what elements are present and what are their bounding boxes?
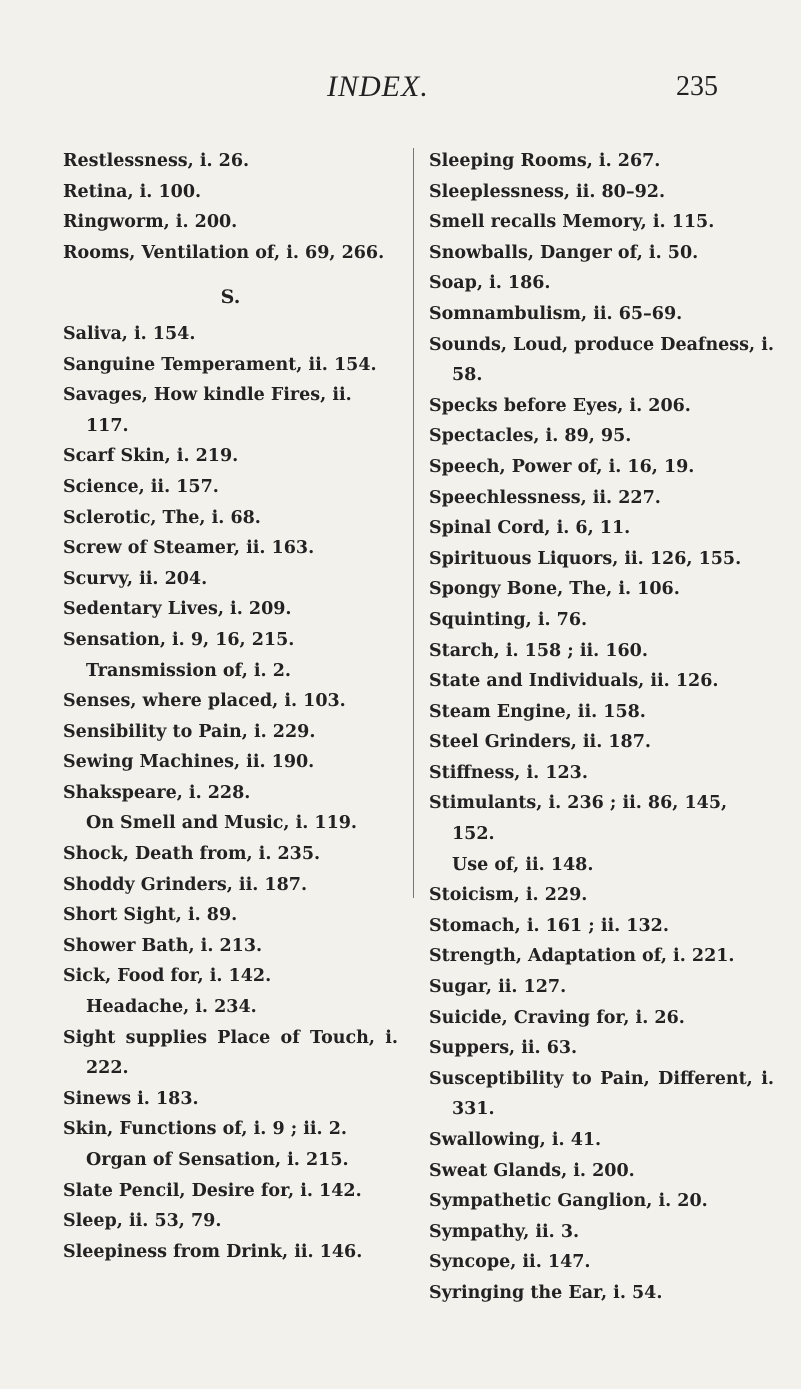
- index-entry: Stoicism, i. 229.: [429, 885, 588, 906]
- index-entry: Sensibility to Pain, i. 229.: [63, 721, 316, 742]
- index-entry: Sanguine Temperament, ii. 154.: [63, 354, 377, 375]
- index-entry: Susceptibility to Pain, Different, i. 331.: [429, 1068, 774, 1120]
- index-entry: Skin, Functions of, i. 9 ; ii. 2.: [63, 1119, 348, 1140]
- page-title: INDEX.: [327, 70, 429, 103]
- index-entry: Speechlessness, ii. 227.: [429, 487, 661, 508]
- section-letter-heading: S.: [220, 286, 241, 309]
- index-entry: Suppers, ii. 63.: [429, 1038, 578, 1059]
- index-entry: Sleeping Rooms, i. 267.: [429, 151, 661, 171]
- index-entry: Stimulants, i. 236 ; ii. 86, 145, 152.: [429, 793, 728, 845]
- index-entry: Sedentary Lives, i. 209.: [63, 599, 292, 620]
- index-entry: Spectacles, i. 89, 95.: [429, 426, 632, 447]
- index-entry: Shower Bath, i. 213.: [63, 935, 263, 956]
- index-entry: Sinews i. 183.: [63, 1088, 199, 1109]
- index-entry: Sweat Glands, i. 200.: [429, 1160, 635, 1181]
- index-entry: Shock, Death from, i. 235.: [63, 844, 321, 865]
- index-entry: Somnambulism, ii. 65–69.: [429, 303, 683, 324]
- index-entry: Shakspeare, i. 228.: [63, 782, 251, 803]
- index-entry: Sugar, ii. 127.: [429, 977, 567, 998]
- index-entry: Sympathy, ii. 3.: [429, 1221, 580, 1242]
- index-entry: Sleepiness from Drink, ii. 146.: [63, 1241, 363, 1262]
- index-entry: Stiffness, i. 123.: [429, 762, 588, 783]
- index-column-left: [63, 146, 398, 1267]
- index-entry: Saliva, i. 154.: [63, 323, 196, 344]
- index-entry: Spirituous Liquors, ii. 126, 155.: [429, 548, 742, 569]
- index-entry: Sclerotic, The, i. 68.: [63, 507, 261, 528]
- index-entry: Starch, i. 158 ; ii. 160.: [429, 640, 648, 661]
- index-entry: State and Individuals, ii. 126.: [429, 671, 719, 692]
- index-entry: Syringing the Ear, i. 54.: [429, 1282, 663, 1303]
- index-entry: Senses, where placed, i. 103.: [63, 691, 346, 712]
- index-entry: Smell recalls Memory, i. 115.: [429, 212, 715, 233]
- index-entry: Soap, i. 186.: [429, 273, 551, 294]
- index-subentry: On Smell and Music, i. 119.: [86, 813, 358, 834]
- index-entry: Spongy Bone, The, i. 106.: [429, 579, 680, 600]
- index-entry: Science, ii. 157.: [63, 476, 219, 497]
- index-entry: Screw of Steamer, ii. 163.: [63, 538, 315, 559]
- index-entry: Sick, Food for, i. 142.: [63, 966, 272, 987]
- index-entry: Sight supplies Place of Touch, i. 222.: [63, 1027, 398, 1079]
- index-entry: Scarf Skin, i. 219.: [63, 446, 239, 467]
- column-divider: [413, 148, 414, 898]
- index-entry: Steam Engine, ii. 158.: [429, 701, 646, 722]
- index-subentry: Headache, i. 234.: [86, 997, 257, 1018]
- index-entry: Sewing Machines, ii. 190.: [63, 752, 315, 773]
- index-entry: Syncope, ii. 147.: [429, 1252, 591, 1273]
- index-entry: Steel Grinders, ii. 187.: [429, 732, 651, 753]
- index-subentry: Organ of Sensation, i. 215.: [86, 1150, 349, 1170]
- index-entry: Retina, i. 100.: [63, 181, 202, 202]
- index-entry: Sympathetic Ganglion, i. 20.: [429, 1191, 708, 1212]
- index-entry: Strength, Adaptation of, i. 221.: [429, 946, 735, 967]
- page-number: 235: [676, 71, 718, 102]
- index-entry: Sleep, ii. 53, 79.: [63, 1211, 222, 1232]
- index-entry: Short Sight, i. 89.: [63, 905, 238, 926]
- index-entry: Speech, Power of, i. 16, 19.: [429, 456, 695, 477]
- index-entry: Sleeplessness, ii. 80–92.: [429, 181, 666, 202]
- index-entry: Sounds, Loud, produce Deafness, i. 58.: [429, 334, 774, 386]
- index-entry: Spinal Cord, i. 6, 11.: [429, 518, 631, 539]
- index-entry: Stomach, i. 161 ; ii. 132.: [429, 915, 669, 936]
- index-entry: Savages, How kindle Fires, ii. 117.: [63, 385, 352, 436]
- index-entry: Restlessness, i. 26.: [63, 151, 250, 171]
- running-header: [0, 70, 801, 120]
- index-entry: Rooms, Ventilation of, i. 69, 266.: [63, 242, 385, 263]
- index-entry: Specks before Eyes, i. 206.: [429, 395, 691, 416]
- index-entry: Snowballs, Danger of, i. 50.: [429, 242, 699, 263]
- index-entry: Slate Pencil, Desire for, i. 142.: [63, 1180, 362, 1201]
- index-entry: Suicide, Craving for, i. 26.: [429, 1007, 685, 1028]
- index-entry: Sensation, i. 9, 16, 215.: [63, 629, 295, 650]
- index-entry: Shoddy Grinders, ii. 187.: [63, 874, 308, 895]
- index-column-right: [429, 146, 774, 1309]
- index-entry: Squinting, i. 76.: [429, 609, 588, 630]
- index-entry: Ringworm, i. 200.: [63, 212, 238, 233]
- index-subentry: Transmission of, i. 2.: [86, 660, 291, 681]
- index-subentry: Use of, ii. 148.: [452, 854, 594, 875]
- index-entry: Swallowing, i. 41.: [429, 1130, 602, 1150]
- index-entry: Scurvy, ii. 204.: [63, 568, 208, 589]
